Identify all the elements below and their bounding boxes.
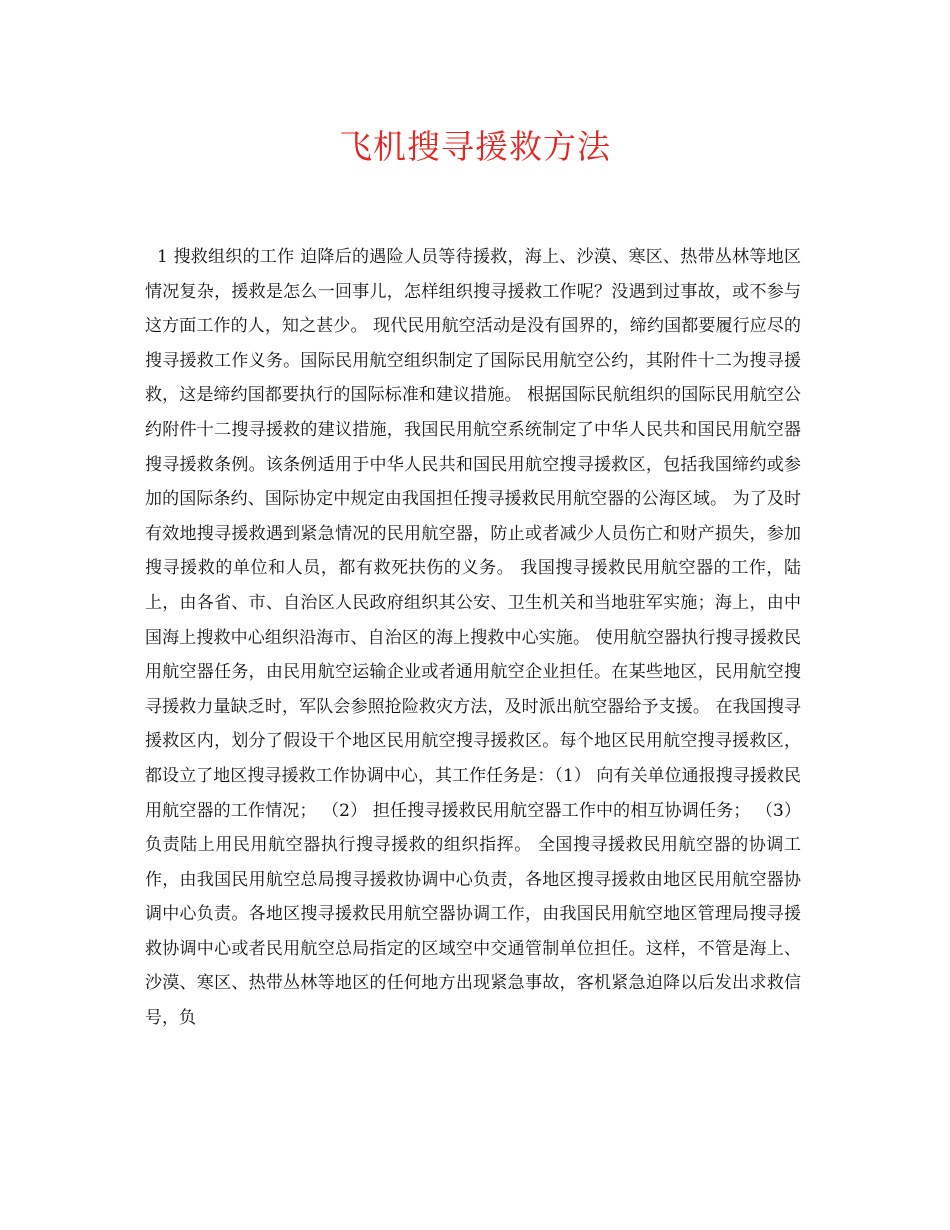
document-title: 飞机搜寻援救方法 (339, 127, 611, 166)
document-body: 1 搜救组织的工作 迫降后的遇险人员等待援救，海上、沙漠、寒区、热带丛林等地区情况复杂，援救是怎么一回事儿，怎样组织搜寻援救工作呢？没遇到过事故，或不参与这方面工作的人，知之甚少。 现代民用航空活动是没有国界的，缔约国都要履行应尽的搜寻援救工作义务。国际民用航空组织制定了国际民用航空公约，其附件十二为搜寻援救，这是缔约国都要执行的国际标准和建议措施。 根据国际民航组织的国际民用航空公约附件十二搜寻援救的建议措施，我国民用航空系统制定了中华人民共和国民用航空器搜寻援救条例。该条例适用于中华人民共和国民用航空搜寻援救区，包括我国缔约或参加的国际条约、国际协定中规定由我国担任搜寻援救民用航空器的公海区域。 为了及时有效地搜寻援救遇到紧急情况的民用航空器，防止或者减少人员伤亡和财产损失，参加搜寻援救的单位和人员，都有救死扶伤的义务。 我国搜寻援救民用航空器的工作，陆上，由各省、市、自治区人民政府组织其公安、卫生机关和当地驻军实施；海上，由中国海上搜救中心组织沿海市、自治区的海上搜救中心实施。 使用航空器执行搜寻援救民用航空器任务，由民用航空运输企业或者通用航空企业担任。在某些地区，民用航空搜寻援救力量缺乏时，军队会参照抢险救灾方法，及时派出航空器给予支援。 在我国搜寻援救区内，划分了假设干个地区民用航空搜寻援救区。每个地区民用航空搜寻援救区，都设立了地区搜寻援救工作协调中心，其工作任务是：（1） 向有关单位通报搜寻援救民用航空器的工作情况； （2） 担任搜寻援救民用航空器工作中的相互协调任务； （3） 负责陆上用民用航空器执行搜寻援救的组织指挥。 全国搜寻援救民用航空器的协调工作，由我国民用航空总局搜寻援救协调中心负责，各地区搜寻援救由地区民用航空器协调中心负责。各地区搜寻援救民用航空器协调工作，由我国民用航空地区管理局搜寻援救协调中心或者民用航空总局指定的区域空中交通管制单位担任。这样，不管是海上、沙漠、寒区、热带丛林等地区的任何地方出现紧急事故，客机紧急迫降以后发出求救信号，负 (145, 247, 801, 1029)
